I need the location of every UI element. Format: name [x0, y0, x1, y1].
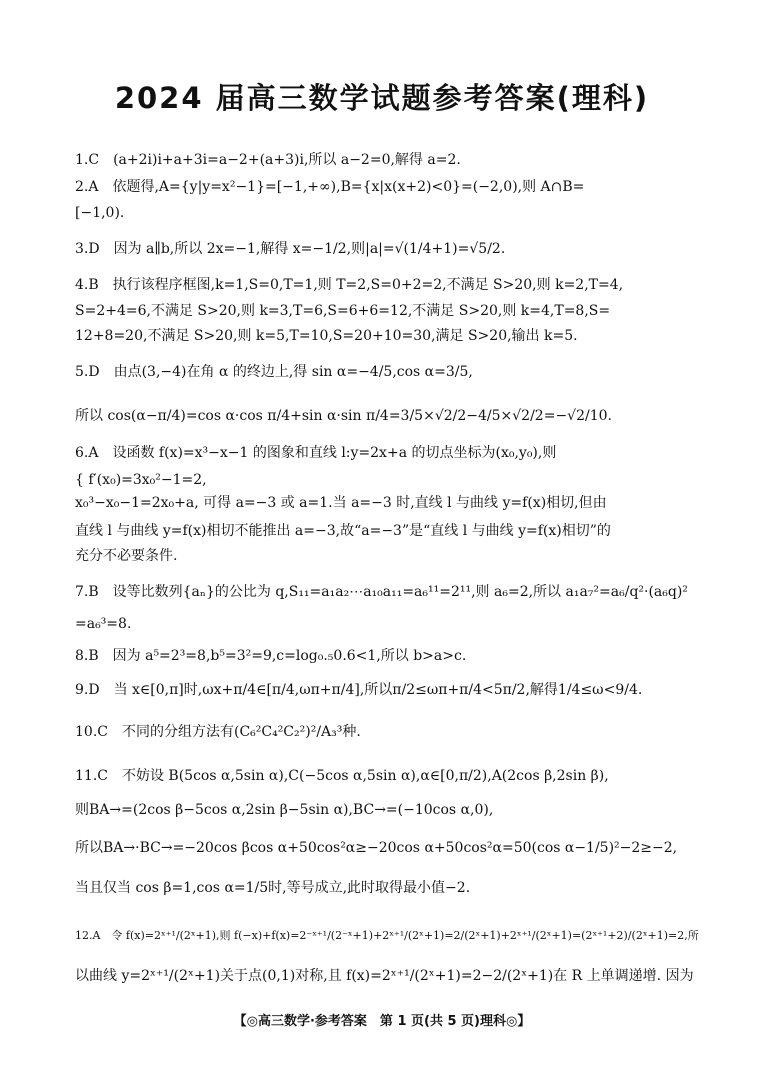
answer-line: { f′(x₀)=3x₀²−1=2,	[75, 472, 207, 488]
answer-line: 4.B 执行该程序框图,k=1,S=0,T=1,则 T=2,S=0+2=2,不满足 S>20,则 k=2,T=4,	[75, 277, 624, 293]
answer-line: 充分不必要条件.	[75, 548, 178, 564]
answer-line: 12.A 令 f(x)=2ˣ⁺¹/(2ˣ+1),则 f(−x)+f(x)=2⁻ˣ⁺¹/(2⁻ˣ+1)+2ˣ⁺¹/(2ˣ+1)=2/(2ˣ+1)+2ˣ⁺¹/(2ˣ+1)=(2ˣ⁺¹+2)/(2ˣ+1)=2,所	[75, 929, 699, 942]
answer-line: 6.A 设函数 f(x)=x³−x−1 的图象和直线 l:y=2x+a 的切点坐标为(x₀,y₀),则	[75, 445, 557, 461]
answer-line: 1.C (a+2i)i+a+3i=a−2+(a+3)i,所以 a−2=0,解得 a=2.	[75, 152, 461, 168]
answer-line: S=2+4=6,不满足 S>20,则 k=3,T=6,S=6+6=12,不满足 S>20,则 k=4,T=8,S=	[75, 303, 611, 319]
answer-line: 2.A 依题得,A={y|y=x²−1}=[−1,+∞),B={x|x(x+2)<0}=(−2,0),则 A∩B=	[75, 179, 585, 195]
answer-line: 所以BA→·BC→=−20cos βcos α+50cos²α≥−20cos α+50cos²α=50(cos α−1/5)²−2≥−2,	[75, 840, 678, 856]
answer-line: =a₆³=8.	[75, 616, 132, 632]
answer-line: [−1,0).	[75, 205, 125, 221]
answer-line: 12+8=20,不满足 S>20,则 k=5,T=10,S=20+10=30,满足 S>20,输出 k=5.	[75, 328, 578, 344]
answer-line: 5.D 由点(3,−4)在角 α 的终边上,得 sin α=−4/5,cos α=3/5,	[75, 364, 473, 380]
answer-line: 10.C 不同的分组方法有(C₆²C₄²C₂²)²/A₃³种.	[75, 724, 361, 740]
page-footer: 【◎高三数学·参考答案 第 1 页(共 5 页)理科◎】	[233, 1014, 531, 1029]
answer-line: 所以 cos(α−π/4)=cos α·cos π/4+sin α·sin π/4=3/5×√2/2−4/5×√2/2=−√2/10.	[75, 408, 612, 424]
answer-line: 当且仅当 cos β=1,cos α=1/5时,等号成立,此时取得最小值−2.	[75, 880, 471, 896]
answer-line: 3.D 因为 a∥b,所以 2x=−1,解得 x=−1/2,则|a|=√(1/4+1)=√5/2.	[75, 241, 506, 257]
answer-line: 8.B 因为 a⁵=2³=8,b⁵=3²=9,c=log₀.₅0.6<1,所以 b>a>c.	[75, 648, 467, 664]
answer-line: 9.D 当 x∈[0,π]时,ωx+π/4∈[π/4,ωπ+π/4],所以π/2≤ωπ+π/4<5π/2,解得1/4≤ω<9/4.	[75, 682, 643, 698]
answer-line: 以曲线 y=2ˣ⁺¹/(2ˣ+1)关于点(0,1)对称,且 f(x)=2ˣ⁺¹/(2ˣ+1)=2−2/(2ˣ+1)在 R 上单调递增. 因为	[75, 968, 694, 984]
answer-line: 11.C 不妨设 B(5cos α,5sin α),C(−5cos α,5sin α),α∈[0,π/2),A(2cos β,2sin β),	[75, 768, 609, 784]
answer-line: 7.B 设等比数列{aₙ}的公比为 q,S₁₁=a₁a₂⋯a₁₀a₁₁=a₆¹¹=2¹¹,则 a₆=2,所以 a₁a₇²=a₆/q²·(a₆q)²	[75, 584, 688, 600]
answer-line: x₀³−x₀−1=2x₀+a, 可得 a=−3 或 a=1.当 a=−3 时,直线 l 与曲线 y=f(x)相切,但由	[75, 495, 607, 511]
page-title: 2024 届高三数学试题参考答案(理科)	[114, 81, 650, 115]
answer-line: 则BA→=(2cos β−5cos α,2sin β−5sin α),BC→=(−10cos α,0),	[75, 802, 494, 818]
answer-line: 直线 l 与曲线 y=f(x)相切不能推出 a=−3,故“a=−3”是“直线 l 与曲线 y=f(x)相切”的	[75, 523, 611, 539]
